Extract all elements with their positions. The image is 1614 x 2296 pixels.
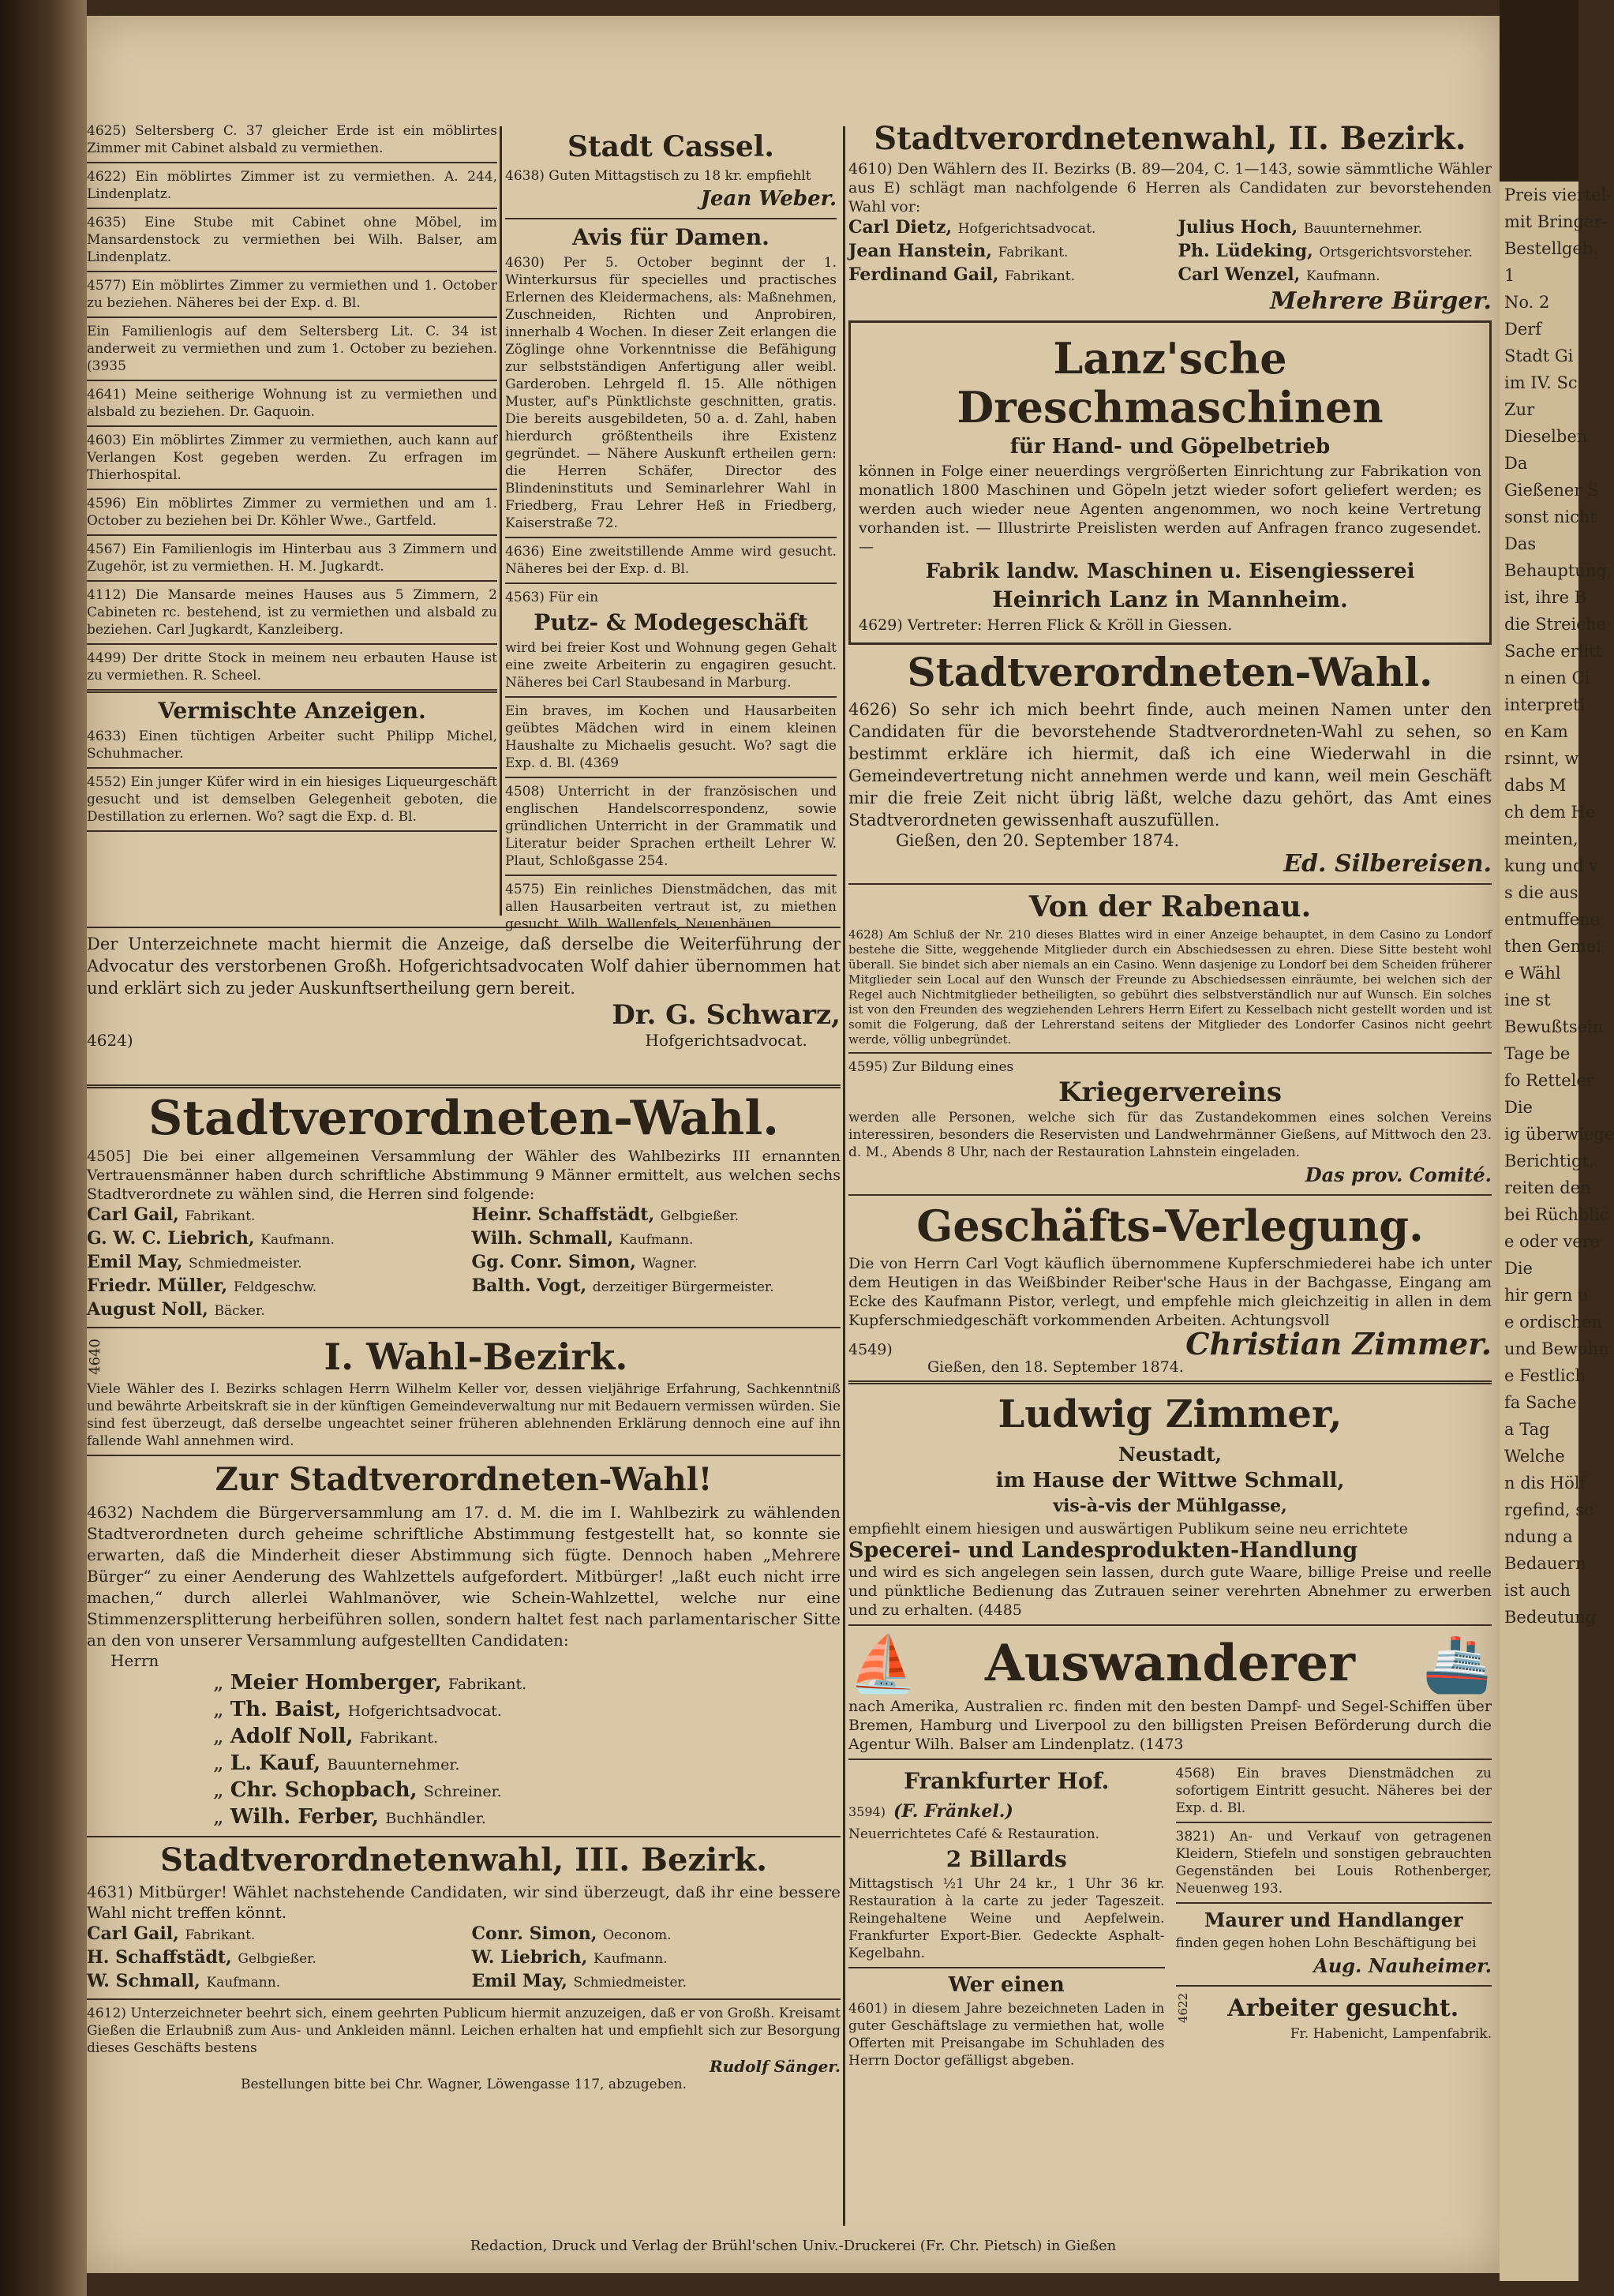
krieg-pre: 4595) Zur Bildung eines xyxy=(848,1059,1014,1075)
candidate-name xyxy=(1178,240,1492,264)
wer-text: 4601) in diesem Jahre bezeichneten Laden in guter Geschäftslage zu vermiethen hat, wolle Offerten mit Preisangabe im Schuhladen des Herrn Doctor gefälligst abgeben. xyxy=(848,2001,1165,2069)
adjacent-page-line: Preis viertel- xyxy=(1504,185,1612,204)
lanz-fabrik: Fabrik landw. Maschinen u. Eisengiesserei xyxy=(925,560,1415,583)
candidate: Emil May, xyxy=(471,1971,567,1991)
candidate-name xyxy=(848,240,1163,264)
adjacent-page-line: 1 xyxy=(1504,266,1515,285)
rental-ad: 4625) Seltersberg C. 37 gleicher Erde ist ein möblirtes Zimmer mit Cabinet alsbald zu vermiethen. xyxy=(87,123,497,156)
rental-ad: 4603) Ein möblirtes Zimmer zu vermiethen, auch kann auf Verlangen Kost gegeben werden. Zu erfragen im Thierhospital. xyxy=(87,433,497,483)
background-dark xyxy=(1500,0,1578,182)
candidate-role: Kaufmann. xyxy=(593,1951,668,1967)
adjacent-page-line: interpreti xyxy=(1504,695,1586,714)
candidate-role: Gelbgießer. xyxy=(660,1208,740,1224)
wer-title: Wer einen xyxy=(948,1973,1065,1997)
candidate-role: Buchhändler. xyxy=(385,1810,486,1827)
adjacent-page-line: ig überwiege xyxy=(1504,1125,1614,1144)
candidate: Friedr. Müller, xyxy=(87,1275,228,1296)
krieg-signature: Das prov. Comité. xyxy=(1305,1163,1492,1186)
candidate-name: „ Chr. Schopbach, Schreiner. xyxy=(213,1778,502,1802)
candidate-role: Gelbgießer. xyxy=(238,1951,316,1967)
zimmer-line2: im Hause der Wittwe Schmall, xyxy=(995,1469,1345,1493)
column-classifieds xyxy=(87,122,497,837)
adjacent-page-line: Sache erlitt xyxy=(1504,642,1603,661)
adjacent-page-line: reiten den xyxy=(1504,1178,1591,1197)
krieg-title: Kriegervereins xyxy=(1058,1077,1283,1108)
fhof-num: 3594) xyxy=(848,1803,886,1819)
candidate-role: Fabrikant. xyxy=(185,1927,256,1943)
adjacent-page-line: und Bewohn xyxy=(1504,1339,1609,1358)
cassel-text: 4638) Guten Mittagstisch zu 18 kr. empfiehlt xyxy=(505,168,811,184)
zimmer-bold: Specerei- und Landesprodukten-Handlung xyxy=(848,1538,1358,1563)
candidate: H. Schaffstädt, xyxy=(87,1947,232,1968)
adjacent-page-line: fo Retteler xyxy=(1504,1071,1594,1090)
fhof-text: Mittagstisch ½1 Uhr 24 kr., 1 Uhr 36 kr. Restauration à la carte zu jeder Tageszeit. Reingehaltene Weine und Aepfelwein. Frankfurter Export-Bier. Gedeckte Asphalt-Kegelbahn. xyxy=(848,1876,1165,1961)
candidate-role: Kaufmann. xyxy=(206,1975,281,1991)
adjacent-page-line: e ordischen xyxy=(1504,1313,1602,1332)
adjacent-page-line: Gießener S xyxy=(1504,481,1599,500)
rental-ad: 4567) Ein Familienlogis im Hinterbau aus 3 Zimmern und Zugehör, ist zu vermiethen. H. M. Jugkardt. xyxy=(87,541,497,575)
candidate-name xyxy=(87,1946,456,1970)
fhof-line1: Neuerrichtetes Café & Restauration. xyxy=(848,1826,1100,1842)
cassel-title: Stadt Cassel. xyxy=(567,130,774,163)
adjacent-page-line: ine st xyxy=(1504,991,1551,1009)
putz-title: Putz- & Modegeschäft xyxy=(534,609,808,635)
verl-text: Die von Herrn Carl Vogt käuflich übernommene Kupferschmiederei habe ich unter dem Heutigen in das Weißbinder Reiber'sche Haus in der Bachgasse, Eingang am Ecke des Kaufmann Pistor, verlegt, und empfehle mich gleichzeitig in allen in dem Kupferschmiedgeschäft vorkommenden Arbeiten. Achtungsvoll xyxy=(848,1255,1492,1329)
candidate-role: derzeitiger Bürgermeister. xyxy=(592,1279,774,1295)
schwarz-num: 4624) xyxy=(87,1031,133,1050)
r-kauf: 3821) An- und Verkauf von getragenen Kleidern, Stiefeln und sonstigen gebrauchten Gegenständen bei Louis Rothenberger, Neuenweg 193. xyxy=(1175,1829,1492,1897)
rental-ads xyxy=(87,122,497,684)
adjacent-page-line: dabs M xyxy=(1504,776,1567,795)
saenger-text: 4612) Unterzeichneter beehrt sich, einem geehrten Publicum hiermit anzuzeigen, daß er von Großh. Kreisamt Gießen die Erlaubniß zum Aus- und Ankleiden männl. Leichen erhalten hat und empfiehlt sich zur Besorgung dieses Geschäfts bestens xyxy=(87,2006,841,2056)
candidate-name xyxy=(87,1970,456,1994)
column-middle xyxy=(505,126,837,933)
candidate-name xyxy=(87,1204,456,1227)
candidate-role: Fabrikant. xyxy=(185,1208,256,1224)
candidate: L. Kauf, xyxy=(230,1751,321,1775)
maurer-signature: Aug. Nauheimer. xyxy=(1313,1954,1492,1977)
candidate: Carl Dietz, xyxy=(848,217,953,238)
bezirk1-title: I. Wahl-Bezirk. xyxy=(324,1335,628,1378)
candidate-name xyxy=(472,1204,841,1227)
candidate-role: Kaufmann. xyxy=(260,1232,335,1248)
page-footer: Redaction, Druck und Verlag der Brühl'schen Univ.-Druckerei (Fr. Chr. Pietsch) in Gießen xyxy=(470,2238,1117,2254)
adjacent-page-line: n einen Ci xyxy=(1504,669,1590,687)
candidate: Chr. Schopbach, xyxy=(230,1778,418,1802)
bez2-signature: Mehrere Bürger. xyxy=(1270,287,1492,315)
cassel-signature: Jean Weber. xyxy=(700,187,837,211)
silb-text: 4626) So sehr ich mich beehrt finde, auch meinen Namen unter den Candidaten für die bevorstehende Stadtverordneten-Wahl zu sehen, so bestimmt erkläre ich hiermit, daß ich eine Wiederwahl in die Gemeindevertretung nicht annehmen werde und kann, weil mein Geschäft mir die freie Zeit nicht übrig läßt, welche dazu gehört, das Amt eines Stadtverordneten gewissenhaft auszufüllen. xyxy=(848,700,1492,830)
candidate-name xyxy=(472,1275,841,1298)
candidate-name xyxy=(87,1251,456,1275)
adjacent-page-line: Welche xyxy=(1504,1447,1565,1466)
adjacent-page-line: entmuffene xyxy=(1504,910,1601,929)
candidate-role: Bäcker. xyxy=(214,1303,265,1319)
rab-title: Von der Rabenau. xyxy=(1028,890,1312,923)
zur-title: Zur Stadtverordneten-Wahl! xyxy=(215,1461,713,1498)
candidate: Carl Gail, xyxy=(87,1204,179,1225)
adjacent-page-line: Da xyxy=(1504,454,1528,473)
zur-lead: Herrn xyxy=(110,1651,159,1670)
verl-signature: Christian Zimmer. xyxy=(1185,1326,1492,1361)
candidate: Wilh. Schmall, xyxy=(471,1228,614,1249)
lanz-ad xyxy=(848,320,1492,645)
zimmer-text2: und wird es sich angelegen sein lassen, durch gute Waare, billige Preise und reelle und pünktliche Bedienung das Zutrauen seiner verehrten Abnehmer zu erwerben und zu erhalten. (4485 xyxy=(848,1564,1492,1619)
election-notices xyxy=(87,1080,841,2093)
ship-icon: ⛵ xyxy=(848,1631,918,1696)
candidate-role: Kaufmann. xyxy=(1305,268,1380,284)
candidate: Ph. Lüdeking, xyxy=(1178,241,1313,261)
candidate-name xyxy=(87,1923,456,1946)
verl-title: Geschäfts-Verlegung. xyxy=(916,1200,1424,1251)
candidate-role: Bauunternehmer. xyxy=(327,1756,460,1774)
lanz-name: Heinrich Lanz in Mannheim. xyxy=(992,586,1348,612)
adjacent-page-line: im IV. Sc xyxy=(1504,373,1578,392)
adjacent-page-fragment xyxy=(1500,182,1614,2281)
rental-ad: 4622) Ein möblirtes Zimmer ist zu vermiethen. A. 244, Lindenplatz. xyxy=(87,169,497,202)
bezirk1-text: Viele Wähler des I. Bezirks schlagen Herrn Wilhelm Keller vor, dessen vieljährige Erfahrung, Sachkenntniß und bewährte Arbeitskraft sie in der künftigen Gemeindeverwaltung nur mit Bedauern vermissen würden. Sie sind fest überzeugt, daß derselbe ungeachtet seiner früheren ablehnenden Erklärung dennoch eine auf ihn fallende Wahl annehmen wird. xyxy=(87,1381,841,1449)
candidate-name: „ Meier Homberger, Fabrikant. xyxy=(213,1671,527,1695)
silb-date: Gießen, den 20. September 1874. xyxy=(896,831,1180,850)
adjacent-page-line: meinten, xyxy=(1504,830,1578,848)
candidate-name xyxy=(472,1251,841,1275)
fhof-subtitle: (F. Fränkel.) xyxy=(893,1801,1013,1822)
bez3-text: 4631) Mitbürger! Wählet nachstehende Candidaten, wir sind überzeugt, daß ihr eine bessere Wahl nicht treffen könnt. xyxy=(87,1882,841,1922)
adjacent-page-line: ist, ihre B xyxy=(1504,588,1587,607)
vermischte-title: Vermischte Anzeigen. xyxy=(158,698,426,724)
lanz-subtitle: für Hand- und Göpelbetrieb xyxy=(1009,435,1331,459)
adjacent-page-line: rsinnt, w xyxy=(1504,749,1579,768)
candidate: Th. Baist, xyxy=(230,1698,342,1721)
adjacent-page-line: ndung a xyxy=(1504,1527,1573,1546)
candidate-name xyxy=(87,1275,456,1298)
adjacent-page-line: hir gern u xyxy=(1504,1286,1589,1305)
candidate-role: Hofgerichtsadvocat. xyxy=(347,1702,502,1720)
lanz-title: Lanz'sche Dreschmaschinen xyxy=(957,333,1384,433)
bez2-names xyxy=(848,216,1492,287)
adjacent-page-line: Stadt Gi xyxy=(1504,346,1574,365)
candidate-name xyxy=(472,1227,841,1251)
candidate-role: Kaufmann. xyxy=(619,1232,694,1248)
candidate: Emil May, xyxy=(87,1252,183,1272)
saenger-signature: Rudolf Sänger. xyxy=(710,2057,841,2076)
adjacent-page-line: Bewußtsein xyxy=(1504,1017,1604,1036)
vermischte-ads xyxy=(87,728,497,832)
wahl-names xyxy=(87,1204,841,1322)
zur-text: 4632) Nachdem die Bürgerversammlung am 17. d. M. die im I. Wahlbezirk zu wählenden Stadtverordneten durch geheime schriftliche Abstimmung festgestellt hat, so konnte sie erwarten, daß die Minderheit dieser Abstimmung sich fügte. Dennoch haben „Mehrere Bürger“ zu einer Aenderung des Wahlzettels aufgefordert. Mitbürger! „laßt euch nicht irre machen,“ durch allerlei Wahlmanöver, wie Schein-Wahlzettel, welche nur eine Stimmenzersplitterung herbeiführen sollen, sondern haltet fest nach parlamentarischer Sitte an den von unserer Versammlung aufgestellten Candidaten: xyxy=(87,1503,841,1650)
adjacent-page-line: ist auch xyxy=(1504,1581,1571,1600)
candidate: Conr. Simon, xyxy=(471,1923,597,1944)
candidate: Meier Homberger, xyxy=(230,1671,442,1695)
adjacent-page-line: Behauptung, xyxy=(1504,561,1612,580)
zimmer-text1: empfiehlt einem hiesigen und auswärtigen Publikum seine neu errichtete xyxy=(848,1520,1408,1538)
adjacent-page-line: rgefind, sc xyxy=(1504,1500,1593,1519)
auswanderer-text: nach Amerika, Australien rc. finden mit den besten Dampf- und Segel-Schiffen über Bremen, Hamburg und Liverpool zu den billigsten Preisen Beförderung durch die Agentur Wilh. Balser am Lindenplatz. (1473 xyxy=(848,1698,1492,1753)
arb-num: 4622 xyxy=(1175,1993,1190,2024)
bez3-names xyxy=(87,1923,841,1994)
candidate: Carl Gail, xyxy=(87,1923,179,1944)
candidate-role: Schreiner. xyxy=(423,1783,502,1800)
candidate-role: Fabrikant. xyxy=(998,245,1069,260)
candidate: G. W. C. Liebrich, xyxy=(87,1228,255,1249)
adjacent-page-line: kung und v xyxy=(1504,856,1598,875)
adjacent-page-line: sonst nicht xyxy=(1504,508,1597,526)
lanz-text: können in Folge einer neuerdings vergrößerten Einrichtung zur Fabrikation von monatlich 1800 Maschinen und Göpeln jetzt wieder sofort geliefert werden; es werden auch wieder neue Agenten angenommen, wo noch keine Vertretung vorhanden ist. — Illustrirte Preislisten werden auf Anfragen franco zugesendet. — xyxy=(859,463,1481,556)
candidate: August Noll, xyxy=(87,1299,208,1320)
adjacent-page-line: No. 2 xyxy=(1504,293,1550,312)
candidate-role: Fabrikant. xyxy=(359,1729,439,1747)
candidate-role: Fabrikant. xyxy=(1005,268,1075,284)
candidate-role: Fabrikant. xyxy=(448,1676,527,1693)
silb-signature: Ed. Silbereisen. xyxy=(1283,850,1492,878)
adjacent-page-line: Bedauern xyxy=(1504,1554,1586,1573)
unterricht-ad: 4508) Unterricht in der französischen und englischen Handelscorrespondenz, sowie gründlichen Unterricht in der Grammatik und Literatur beider Sprachen ertheilt Lehrer W. Plaut, Schloßgasse 254. xyxy=(505,784,837,869)
candidate: Heinr. Schaffstädt, xyxy=(471,1204,655,1225)
candidate-name: „ Wilh. Ferber, Buchhändler. xyxy=(213,1805,486,1829)
candidate: Gg. Conr. Simon, xyxy=(471,1252,636,1272)
candidate: Balth. Vogt, xyxy=(471,1275,587,1296)
candidate: Carl Wenzel, xyxy=(1178,264,1301,285)
candidate-role: Oeconom. xyxy=(603,1927,672,1943)
auswanderer-header xyxy=(848,1631,1492,1697)
maurer-title: Maurer und Handlanger xyxy=(1204,1908,1463,1931)
adjacent-page-line: a Tag xyxy=(1504,1420,1550,1439)
rental-ad: 4112) Die Mansarde meines Hauses aus 5 Zimmern, 2 Cabineten rc. bestehend, ist zu vermiethen und alsbald zu beziehen. Carl Jugkardt, Kanzleiberg. xyxy=(87,587,497,638)
bez2-text: 4610) Den Wählern des II. Bezirks (B. 89—204, C. 1—143, sowie sämmtliche Wähler aus E) schlägt man nachfolgende 6 Herren als Candidaten zur bevorstehenden Wahl vor: xyxy=(848,160,1492,215)
rental-ad: 4577) Ein möblirtes Zimmer zu vermiethen und 1. October zu beziehen. Näheres bei der Exp. d. Bl. xyxy=(87,278,497,311)
schwarz-text: Der Unterzeichnete macht hiermit die Anzeige, daß derselbe die Weiterführung der Advocatur des verstorbenen Großh. Hofgerichtsadvocaten Wolf dahier übernommen hat und erklärt sich zu jeder Auskunftsertheilung gern bereit. xyxy=(87,935,841,998)
steamship-icon: 🚢 xyxy=(1422,1631,1492,1696)
candidate-name xyxy=(472,1923,841,1946)
bez3-title: Stadtverordnetenwahl, III. Bezirk. xyxy=(159,1841,768,1878)
candidate-name: „ L. Kauf, Bauunternehmer. xyxy=(213,1751,460,1775)
zimmer-title: Ludwig Zimmer, xyxy=(998,1392,1343,1436)
adjacent-page-line: e Festlich xyxy=(1504,1366,1586,1385)
adjacent-page-line: Bestellgeb. xyxy=(1504,239,1598,258)
maurer-text: finden gegen hohen Lohn Beschäftigung bei xyxy=(1175,1935,1477,1951)
candidate-role: Ortsgerichtsvorsteher. xyxy=(1319,245,1473,260)
adjacent-page-line: bei Rüchblic xyxy=(1504,1205,1609,1224)
candidate-name xyxy=(472,1970,841,1994)
wahl-text: 4505] Die bei einer allgemeinen Versammlung der Wähler des Wahlbezirks III ernannten Vertrauensmänner haben durch schriftliche Abstimmung 9 Männer ermittelt, aus welchen sechs Stadtverordnete zu wählen sind, die Herren sind folgende: xyxy=(87,1148,841,1203)
candidate-name xyxy=(848,264,1163,287)
krieg-text: werden alle Personen, welche sich für das Zustandekommen eines solchen Vereins interessiren, besonders die Reservisten und Landwehrmänner Gießens, auf Mittwoch den 23. d. M., Abends 8 Uhr, nach der Restauration Lahnstein eingeladen. xyxy=(848,1110,1492,1160)
candidate-name xyxy=(1178,216,1492,240)
amme-ad: 4636) Eine zweitstillende Amme wird gesucht. Näheres bei der Exp. d. Bl. xyxy=(505,544,837,577)
r-dienst: 4568) Ein braves Dienstmädchen zu sofortigem Eintritt gesucht. Näheres bei der Exp. d. Bl. xyxy=(1175,1766,1492,1816)
avis-title: Avis für Damen. xyxy=(572,224,770,250)
adjacent-page-line: ch dem He xyxy=(1504,803,1596,822)
adjacent-page-line: e Wähl xyxy=(1504,964,1561,983)
avis-text: 4630) Per 5. October beginnt der 1. Winterkursus für specielles und practisches Erlernen des Kleidermachens, als: Maßnehmen, Zuschneiden, Richten und Anprobiren, innerhalb 4 Wochen. In dieser Zeit erlangen die Zöglinge ohne Vorkenntnisse die Befähigung zur selbstständigen Anfertigung aller weibl. Garderoben. Lehrgeld fl. 15. Alle nöthigen Muster, auf's Pünktlichste geschnitten, gratis. Die bereits ausgebildeten, 50 a. d. Zahl, haben hierdurch größtentheils ihre Existenz gegründet. — Nähere Auskunft ertheilen gern: die Herren Schäfer, Director des Blindeninstituts und Seminarlehrer Wahl in Friedberg, Frau Lehrer Heß in Friedberg, Kaiserstraße 72. xyxy=(505,255,837,531)
column-right xyxy=(848,118,1492,2069)
schwarz-role: Hofgerichtsadvocat. xyxy=(645,1031,807,1050)
schwarz-signature: Dr. G. Schwarz, xyxy=(612,999,841,1031)
rental-ad: 4641) Meine seitherige Wohnung ist zu vermiethen und alsbald zu beziehen. Dr. Gaquoin. xyxy=(87,387,497,420)
putz-pre: 4563) Für ein xyxy=(505,590,599,605)
arb-title: Arbeiter gesucht. xyxy=(1227,1994,1459,2022)
adjacent-page-line: Derf xyxy=(1504,320,1542,339)
candidate-role: Schmiedmeister. xyxy=(189,1256,302,1272)
zimmer-line1: Neustadt, xyxy=(1118,1443,1223,1466)
vermischte-ad: 4633) Einen tüchtigen Arbeiter sucht Philipp Michel, Schuhmacher. xyxy=(87,729,497,762)
candidate-name: „ Th. Baist, Hofgerichtsadvocat. xyxy=(213,1698,502,1721)
adjacent-page-line: Die xyxy=(1504,1259,1533,1278)
bezirk1-num: 4640 xyxy=(87,1339,103,1375)
candidate: W. Liebrich, xyxy=(471,1947,588,1968)
adjacent-page-line: Tage be xyxy=(1504,1044,1571,1063)
saenger-order: Bestellungen bitte bei Chr. Wagner, Löwengasse 117, abzugeben. xyxy=(240,2077,687,2092)
vermischte-ad: 4552) Ein junger Küfer wird in ein hiesiges Liqueurgeschäft gesucht und ist demselben Gelegenheit geboten, die Destillation zu erlernen. Wo? sagt die Exp. d. Bl. xyxy=(87,774,497,825)
candidate-role: Feldgeschw. xyxy=(233,1279,317,1295)
arb-by: Fr. Habenicht, Lampenfabrik. xyxy=(1290,2026,1492,2042)
adjacent-page-line: fa Sache xyxy=(1504,1393,1577,1412)
candidate-role: Hofgerichtsadvocat. xyxy=(957,221,1096,237)
candidate: Julius Hoch, xyxy=(1178,217,1298,238)
adjacent-page-line: then Gemei xyxy=(1504,937,1601,956)
candidate: Adolf Noll, xyxy=(230,1725,354,1748)
rental-ad: 4635) Eine Stube mit Cabinet ohne Möbel, im Mansardenstock zu vermiethen bei Wilh. Balser, am Lindenplatz. xyxy=(87,215,497,265)
candidate-role: Bauunternehmer. xyxy=(1303,221,1423,237)
putz-text: wird bei freier Kost und Wohnung gegen Gehalt eine zweite Arbeiterin zu engagiren gesucht. Näheres bei Carl Staubesand in Marburg. xyxy=(505,640,837,691)
candidate-name xyxy=(87,1227,456,1251)
candidate: W. Schmall, xyxy=(87,1971,200,1991)
rental-ad: Ein Familienlogis auf dem Seltersberg Lit. C. 34 ist anderweit zu vermiethen und zum 1. October zu beziehen. (3935 xyxy=(87,324,497,374)
zur-names xyxy=(87,1670,841,1831)
rental-ad: 4596) Ein möblirtes Zimmer zu vermiethen und am 1. October zu beziehen bei Dr. Köhler Wwe., Gartfeld. xyxy=(87,496,497,529)
candidate-name xyxy=(472,1946,841,1970)
candidate-name: „ Adolf Noll, Fabrikant. xyxy=(213,1725,439,1748)
verl-num: 4549) xyxy=(848,1341,893,1358)
fhof-billard: 2 Billards xyxy=(946,1846,1067,1872)
adjacent-page-line: Die xyxy=(1504,1098,1533,1117)
candidate-name xyxy=(1178,264,1492,287)
verl-date: Gießen, den 18. September 1874. xyxy=(927,1358,1184,1376)
candidate-name xyxy=(87,1298,456,1322)
adjacent-page-line: Bedeutung xyxy=(1504,1608,1597,1627)
adjacent-page-line: Zur xyxy=(1504,400,1535,419)
lanz-rep: 4629) Vertreter: Herren Flick & Kröll in Giessen. xyxy=(859,616,1233,634)
adjacent-page-line: n dis Hölf xyxy=(1504,1474,1586,1493)
schwarz-notice xyxy=(87,922,841,1050)
candidate: Jean Hanstein, xyxy=(848,241,992,261)
wahl-title: Stadtverordneten-Wahl. xyxy=(148,1091,780,1146)
candidate-role: Schmiedmeister. xyxy=(573,1975,687,1991)
candidate: Ferdinand Gail, xyxy=(848,264,999,285)
adjacent-page-line: s die aus xyxy=(1504,883,1578,902)
rental-ad: 4499) Der dritte Stock in meinem neu erbauten Hause ist zu vermiethen. R. Scheel. xyxy=(87,650,497,684)
adjacent-page-line: Das xyxy=(1504,534,1537,553)
bottom-ads xyxy=(848,1765,1492,2069)
candidate-name xyxy=(848,216,1163,240)
adjacent-page-line: Berichtigt, xyxy=(1504,1152,1594,1170)
adjacent-page-line: Dieselben xyxy=(1504,427,1588,446)
rab-text: 4628) Am Schluß der Nr. 210 dieses Blattes wird in einer Anzeige behauptet, in dem Casino zu Londorf bestehe die Sitte, weggehende Mitglieder durch ein Abschiedsessen zu ehren. Diese Sitte besteht wohl überall. Sie bindet sich aber niemals an ein Casino. Wenn dasjenige zu Londorf bei dem Scheiden früherer Mitglieder sein Local auf den Wunsch der Freunde zu Abschiedsessen einräumte, bei welchen sich der Regel auch Nichtmitglieder betheiligten, so gebührt dies selbstverständlich nur auf Wunsch. Ein solches ist von den Freunden des wegziehenden Lehrers Herrn Eifert zu Kesselbach nicht gestellt worden und ist somit die Folgerung, daß der Lehrerstand seitens der Mitglieder des Londorfer Casinos nicht geehrt werde, völlig unbegründet. xyxy=(848,927,1492,1047)
candidate: Wilh. Ferber, xyxy=(230,1805,380,1829)
maedchen-ad: Ein braves, im Kochen und Hausarbeiten geübtes Mädchen wird in einem kleinen Haushalte zu Michaelis gesucht. Wo? sagt die Exp. d. Bl. (4369 xyxy=(505,703,837,771)
adjacent-page-line: mit Bringer- xyxy=(1504,212,1608,231)
auswanderer-title: Auswanderer xyxy=(985,1634,1355,1693)
adjacent-page-line: e oder vere xyxy=(1504,1232,1601,1251)
candidate-role: Wagner. xyxy=(642,1256,698,1272)
dienst-ad: 4575) Ein reinliches Dienstmädchen, das mit allen Hausarbeiten vertraut ist, zu miethen gesucht. Wilh. Wallenfels, Neuenbäuen. xyxy=(505,882,837,932)
adjacent-page-line: die Streiche xyxy=(1504,615,1606,634)
adjacent-page-line: en Kam xyxy=(1504,722,1568,741)
zimmer-line3: vis-à-vis der Mühlgasse, xyxy=(1053,1496,1287,1516)
silb-title: Stadtverordneten-Wahl. xyxy=(907,649,1433,695)
book-binding-edge xyxy=(0,0,87,2296)
fhof-title: Frankfurter Hof. xyxy=(904,1768,1110,1794)
bez2-title: Stadtverordnetenwahl, II. Bezirk. xyxy=(874,120,1466,157)
